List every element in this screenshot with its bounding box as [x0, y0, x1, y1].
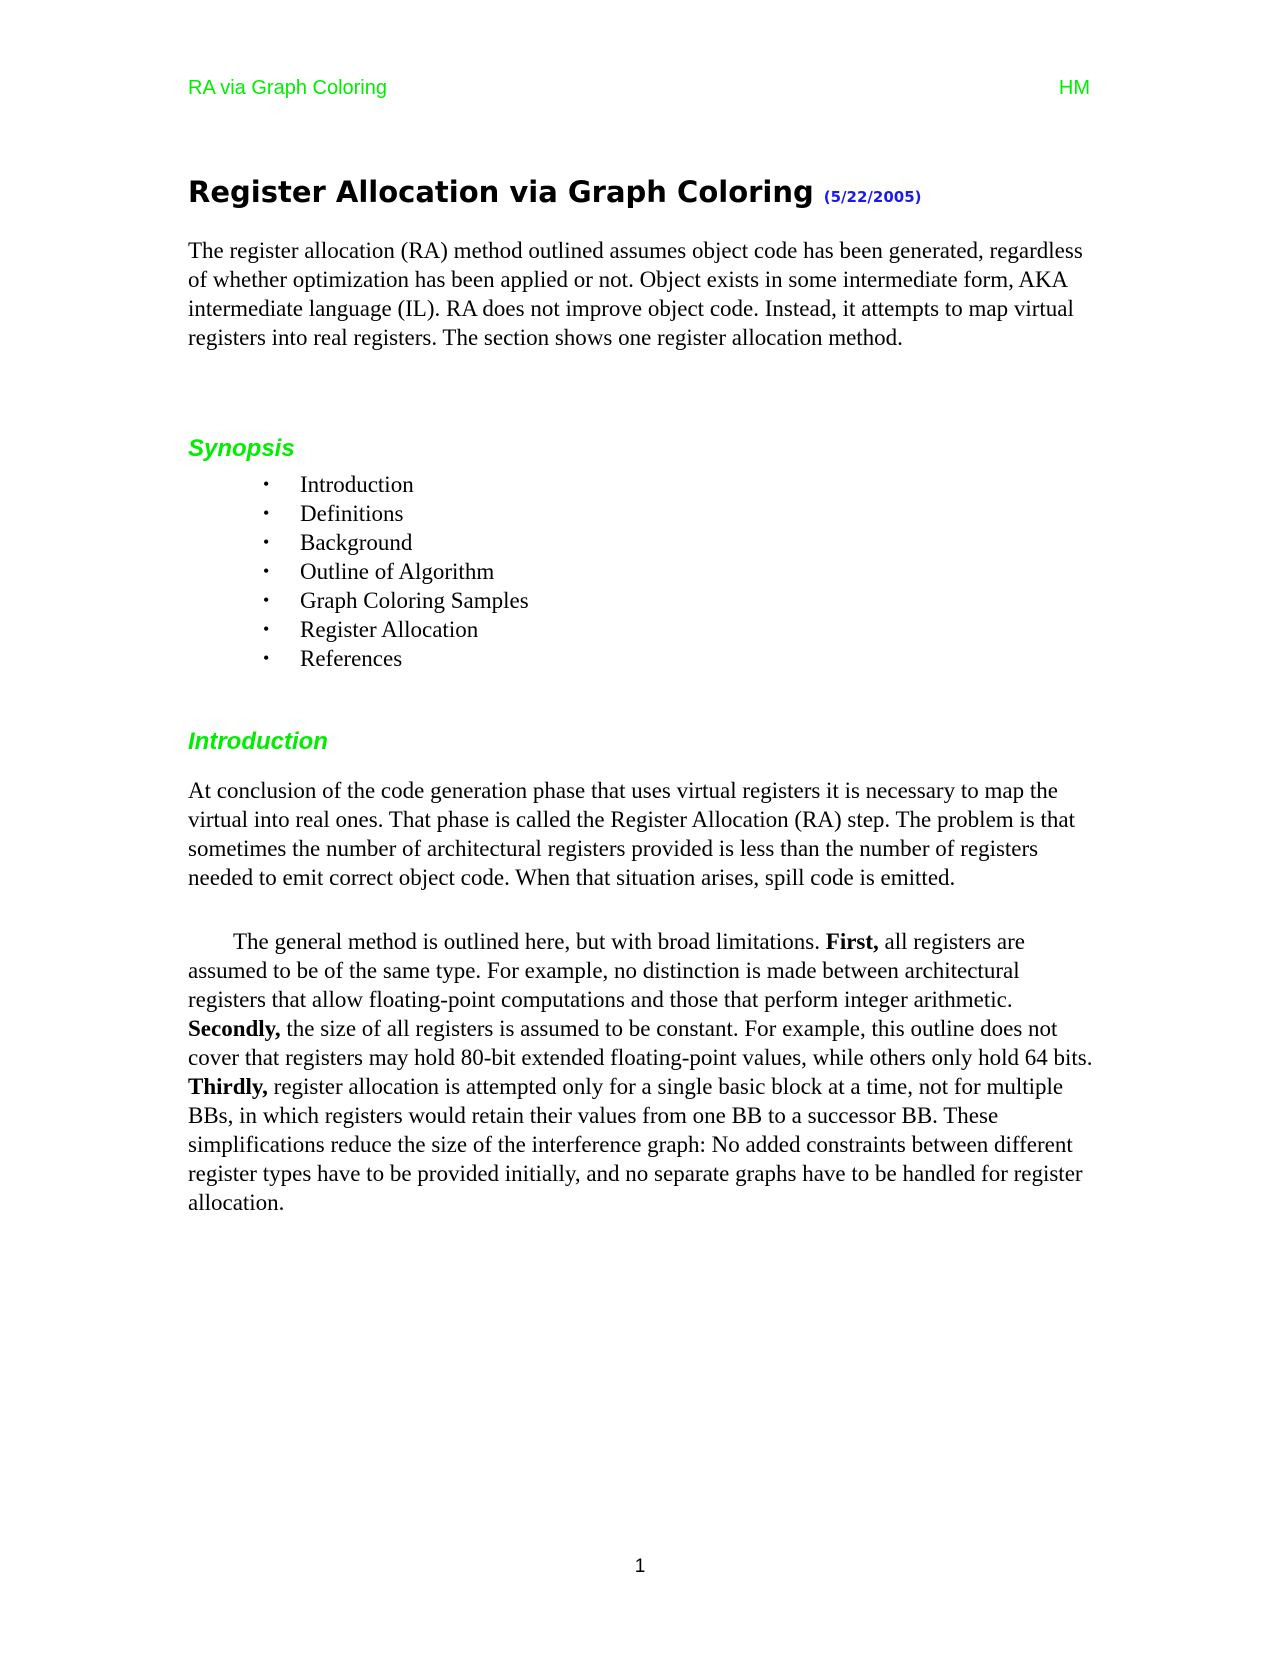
emphasis-thirdly: Thirdly, — [188, 1074, 268, 1099]
bullet-icon: • — [263, 648, 270, 668]
paragraph-text: register allocation is attempted only for a single basic block at a time, not for multiple BBs, in which registers would retain their values from one BB to a successor BB. These simplifications reduce the size of the interference graph: No added constraints between different register types have to be provided initially, and no separate graphs have to be handled for register allocation. — [188, 1074, 1083, 1215]
bullet-icon: • — [263, 474, 270, 494]
list-item — [188, 557, 529, 586]
synopsis-item-label: Graph Coloring Samples — [300, 588, 529, 613]
paragraph-text: The general method is outlined here, but with broad limitations. — [233, 929, 826, 954]
introduction-heading: Introduction — [188, 728, 328, 755]
list-item — [188, 644, 529, 673]
introduction-paragraph-1: At conclusion of the code generation phase that uses virtual registers it is necessary to map the virtual into real ones. That phase is called the Register Allocation (RA) step. The problem is that sometimes the number of architectural registers provided is less than the number of registers needed to emit correct object code. When that situation arises, spill code is emitted. — [188, 778, 1075, 890]
list-item — [188, 499, 529, 528]
intro-paragraph: The register allocation (RA) method outlined assumes object code has been generated, regardless of whether optimization has been applied or not. Object exists in some intermediate form, AKA intermediate language (IL). RA does not improve object code. Instead, it attempts to map virtual registers into real registers. The section shows one register allocation method. — [188, 238, 1083, 350]
synopsis-item-label: References — [300, 646, 403, 671]
page-number: 1 — [634, 1556, 646, 1577]
page-title: Register Allocation via Graph Coloring — [188, 175, 814, 209]
synopsis-item-label: Background — [300, 530, 413, 555]
list-item — [188, 586, 529, 615]
synopsis-item-label: Definitions — [300, 501, 404, 526]
bullet-icon: • — [263, 619, 270, 639]
synopsis-item-label: Register Allocation — [300, 617, 479, 642]
synopsis-item-label: Outline of Algorithm — [300, 559, 495, 584]
bullet-icon: • — [263, 503, 270, 523]
paragraph-text: all registers are assumed to be of the same type. For example, no distinction is made between architectural registers that allow floating-point computations and those that perform integer arithmetic. — [188, 929, 1026, 1012]
emphasis-first: First, — [825, 929, 879, 954]
synopsis-list — [188, 470, 529, 673]
list-item — [188, 615, 529, 644]
list-item — [188, 528, 529, 557]
synopsis-heading: Synopsis — [188, 435, 295, 462]
synopsis-item-label: Introduction — [300, 472, 414, 497]
page-title-line — [188, 172, 922, 212]
bullet-icon: • — [263, 590, 270, 610]
bullet-icon: • — [263, 532, 270, 552]
introduction-paragraph-2 — [188, 927, 1098, 1217]
bullet-icon: • — [263, 561, 270, 581]
title-date: (5/22/2005) — [823, 188, 922, 206]
running-header-title: RA via Graph Coloring — [188, 77, 387, 99]
emphasis-secondly: Secondly, — [188, 1016, 281, 1041]
running-header-author: HM — [1058, 77, 1090, 99]
paragraph-text: the size of all registers is assumed to be constant. For example, this outline does not cover that registers may hold 80-bit extended floating-point values, while others only hold 64 bits. — [188, 1016, 1093, 1070]
list-item — [188, 470, 529, 499]
